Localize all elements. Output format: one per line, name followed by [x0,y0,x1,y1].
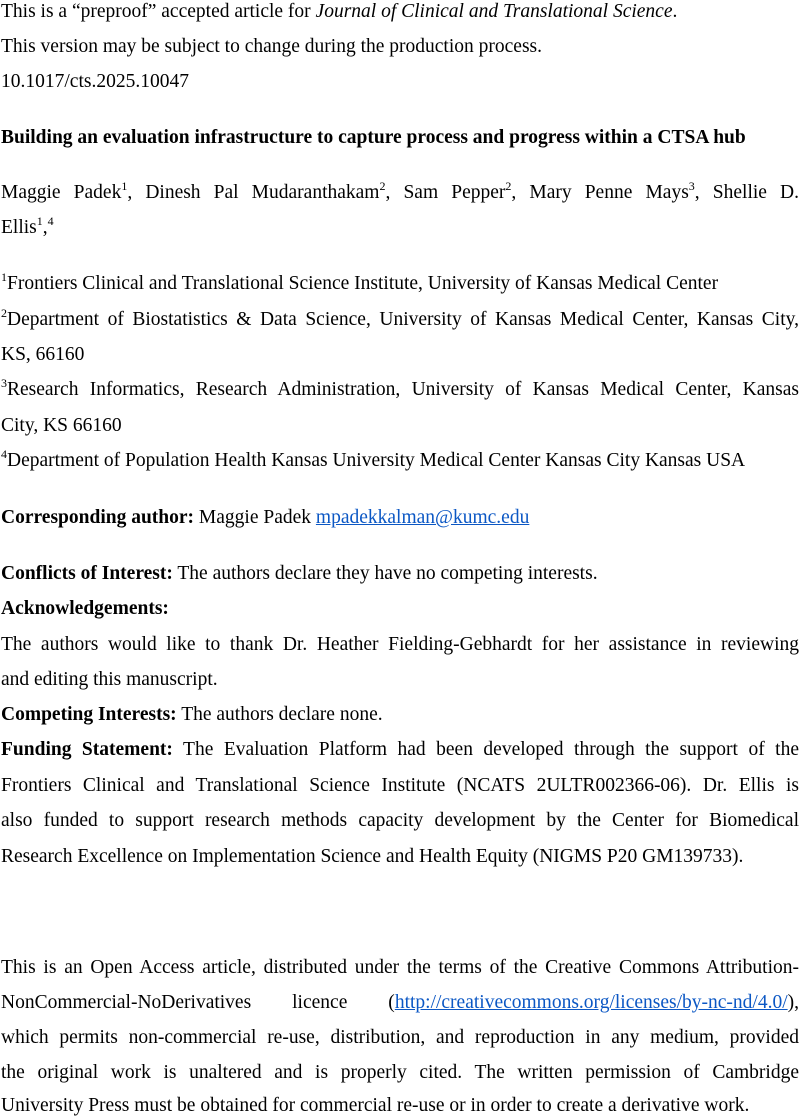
author-affiliation-mark: 4 [47,214,54,228]
corresponding-author [1,506,529,530]
author-affiliation-mark: 2 [379,179,386,193]
funding-label: Funding Statement: [1,739,173,760]
open-access-line-4: the original work is unaltered and is properly cited. The written permission of Cambridge [1,1062,799,1083]
article-title: Building an evaluation infrastructure to capture process and progress within a CTSA hub [1,127,746,148]
author-name: Mary Penne Mays [529,182,689,203]
author-affiliation-mark: 2 [505,179,512,193]
conflicts-of-interest [1,562,598,586]
competing-interests [1,703,383,727]
affiliation-3: $^3$Research Informatics, Research Administration, University of Kansas Medical Center, Kansas [1,376,799,400]
affiliation-3-continued: City, KS 66160 [1,415,122,436]
funding-text-line-2: Frontiers Clinical and Translational Science Institute (NCATS 2ULTR002366-06). Dr. Ellis is [1,775,799,796]
preproof-text: This is a “preproof” accepted article for [1,1,316,22]
author-affiliation-mark: 3 [688,179,695,193]
funding-text-line-3: also funded to support research methods capacity development by the Center for Biomedical [1,810,799,831]
open-access-line-5: University Press must be obtained for commercial re-use or in order to create a derivative work. [1,1095,750,1116]
journal-name: Journal of Clinical and Translational Science [315,1,673,22]
acknowledgements-text-continued: and editing this manuscript. [1,669,218,690]
competing-text: The authors declare none. [176,704,383,725]
author-name: Dinesh Pal Mudaranthakam [145,182,380,203]
license-link[interactable]: http://creativecommons.org/licenses/by-nc-nd/4.0/ [394,992,788,1013]
conflicts-text: The authors declare they have no competing interests. [172,563,598,584]
author-affiliation-mark: 1 [121,179,128,193]
preproof-notice [1,0,677,24]
affiliation-1: $^1$Frontiers Clinical and Translational Science Institute, University of Kansas Medical Center [1,270,719,294]
affiliation-2: $^2$Department of Biostatistics & Data Science, University of Kansas Medical Center, Kansas City, [1,306,799,330]
author-affiliation-mark: 1 [36,214,43,228]
doi: 10.1017/cts.2025.10047 [1,71,189,92]
open-access-line-3: which permits non-commercial re-use, distribution, and reproduction in any medium, provided [1,1027,799,1048]
affiliation-4: $^4$Department of Population Health Kansas University Medical Center Kansas City Kansas USA [1,447,746,471]
author-name: Sam Pepper [403,182,506,203]
author-name: Shellie D. [712,182,799,203]
funding-text: The Evaluation Platform had been developed through the support of the [172,739,799,760]
funding-statement [1,738,799,762]
affiliation-2-continued: KS, 66160 [1,344,85,365]
corresponding-name: Maggie Padek [194,507,316,528]
funding-text-line-4: Research Excellence on Implementation Science and Health Equity (NIGMS P20 GM139733). [1,846,744,867]
author-name: Ellis [1,217,37,238]
author-list-continued: Ellis$^1$,$^4$ [1,214,54,238]
author-name: Maggie Padek [1,182,122,203]
acknowledgements-text: The authors would like to thank Dr. Heather Fielding-Gebhardt for her assistance in reviewing [1,634,799,655]
preproof-end: . [672,1,678,22]
corresponding-label: Corresponding author: [1,507,195,528]
corresponding-email-link[interactable]: mpadekkalman@kumc.edu [315,507,530,528]
version-notice: This version may be subject to change during the production process. [1,36,542,57]
open-access-line-1: This is an Open Access article, distributed under the terms of the Creative Commons Attribution- [1,957,799,978]
competing-label: Competing Interests: [1,704,177,725]
open-access-line-2: NonCommercial-NoDerivatives licence (http://creativecommons.org/licenses/by-nc-nd/4.0/), [1,992,799,1013]
acknowledgements-heading: Acknowledgements: [1,598,169,619]
conflicts-label: Conflicts of Interest: [1,563,173,584]
author-list: Maggie Padek$^1$, Dinesh Pal Mudaranthakam$^2$, Sam Pepper$^2$, Mary Penne Mays$^3$, Shellie D. [1,179,799,203]
